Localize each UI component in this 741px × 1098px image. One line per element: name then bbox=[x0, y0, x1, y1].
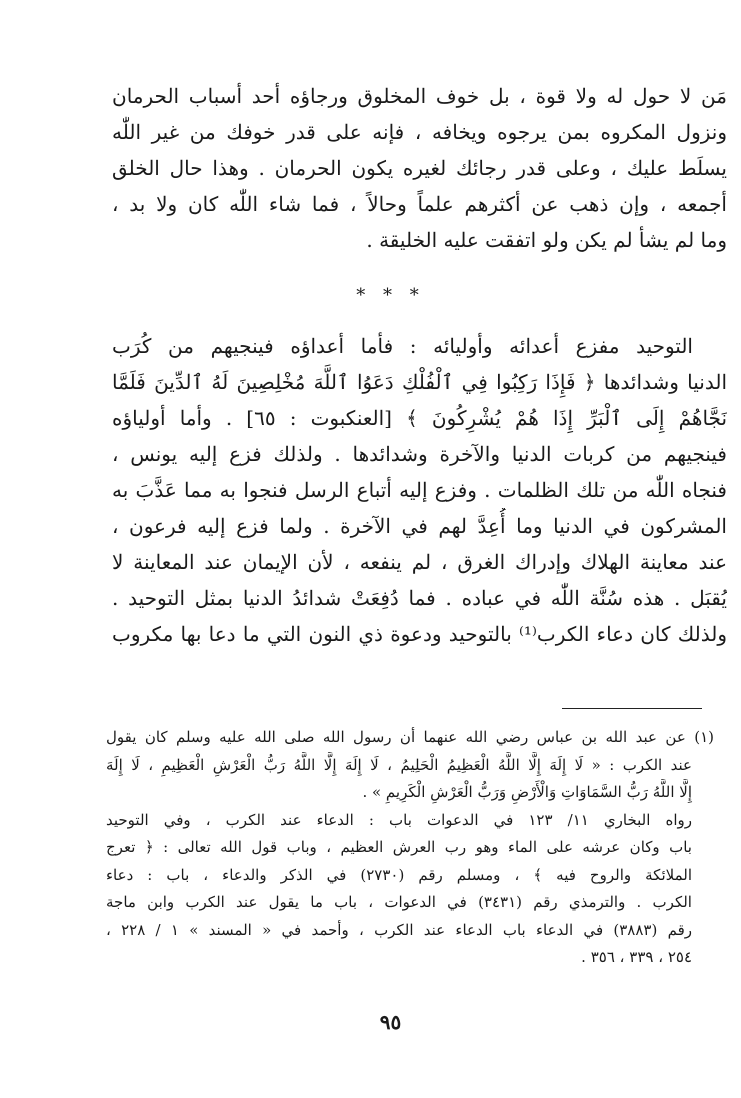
text-line: مَن لا حول له ولا قوة ، بل خوف المخلوق ورجاؤه أحد أسباب الحرمان bbox=[112, 84, 727, 108]
footnote-line: رقم (٣٨٨٣) في الدعاء باب الدعاء عند الكرب ، وأحمد في « المسند » ١ / ٢٢٨ ، bbox=[106, 920, 692, 939]
text-line: عند معاينة الهلاك وإدراك الغرق ، لم ينفعه ، لأن الإيمان عند المعاينة لا bbox=[112, 550, 727, 574]
text-line: التوحيد مفزع أعدائه وأوليائه : فأما أعداؤه فينجيهم من كُرَب bbox=[112, 334, 693, 358]
text-line: المشركون في الدنيا وما أُعِدَّ لهم في الآخرة . ولما فزع إليه فرعون ، bbox=[112, 514, 727, 538]
footnote-line: رواه البخاري ١١/ ١٢٣ في الدعوات باب : الدعاء عند الكرب ، وفي التوحيد bbox=[106, 810, 692, 829]
footnotes bbox=[106, 724, 714, 972]
page-number: ٩٥ bbox=[379, 1010, 402, 1034]
footnote-line: الكرب . والترمذي رقم (٣٤٣١) في الدعوات ، باب ما يقول عند الكرب وابن ماجة bbox=[106, 893, 692, 911]
text-line: وما لم يشأ لم يكن ولو اتفقت عليه الخليقة . bbox=[366, 228, 727, 252]
paragraph-2 bbox=[112, 328, 727, 652]
footnote-line: باب وكان عرشه على الماء وهو رب العرش العظيم ، وباب قول الله تعالى : ﴿ تعرج bbox=[106, 838, 692, 856]
text-line: الدنيا وشدائدها ﴿ فَإِذَا رَكِبُوا فِي ٱلْفُلْكِ دَعَوُا ٱللَّهَ مُخْلِصِينَ لَهُ ٱلدِّينَ فَلَمَّا bbox=[112, 370, 727, 394]
text-line: يُقبَل . هذه سُنَّة اللّٰه في عباده . فما دُفِعَتْ شدائدُ الدنيا بمثل التوحيد . bbox=[112, 586, 727, 610]
footnote-line: (١) عن عبد الله بن عباس رضي الله عنهما أن رسول الله صلى الله عليه وسلم كان يقول bbox=[106, 728, 714, 746]
footnote-line: عند الكرب : « لَا إِلَهَ إِلَّا اللَّهُ الْعَظِيمُ الْحَلِيمُ ، لَا إِلَهَ إِلَّا اللَّهُ رَبُّ الْعَرْشِ الْعَظِيمِ ، لَا إِلَهَ bbox=[106, 755, 692, 774]
text-line: يسلَط عليك ، وعلى قدر رجائك لغيره يكون الحرمان . وهذا حال الخلق bbox=[112, 156, 727, 180]
footnote-1 bbox=[106, 724, 714, 807]
text-line: فينجيهم من كربات الدنيا والآخرة وشدائدها . ولذلك فزع إليه يونس ، bbox=[112, 442, 727, 466]
footnote-reference bbox=[106, 807, 714, 972]
footnote-divider bbox=[562, 708, 702, 709]
text-line: ونزول المكروه بمن يرجوه ويخافه ، فإنه على قدر خوفك من غير اللّٰه bbox=[112, 120, 727, 144]
text-line: ولذلك كان دعاء الكرب⁽¹⁾ بالتوحيد ودعوة ذي النون التي ما دعا بها مكروب bbox=[112, 622, 727, 646]
footnote-line: ٢٥٤ ، ٣٣٩ ، ٣٥٦ . bbox=[581, 948, 692, 966]
paragraph-1 bbox=[112, 78, 727, 258]
text-line: نَجَّاهُمْ إِلَى ٱلْبَرِّ إِذَا هُمْ يُشْرِكُونَ ﴾ [العنكبوت : ٦٥] . وأما أولياؤه bbox=[112, 406, 727, 430]
footnote-line: الملائكة والروح فيه ﴾ ، ومسلم رقم (٢٧٣٠) في الذكر والدعاء ، باب : دعاء bbox=[106, 865, 692, 884]
text-line: فنجاه اللّٰه من تلك الظلمات . وفزع إليه أتباع الرسل فنجوا به مما عَذَّبَ به bbox=[112, 478, 727, 502]
footnote-line: إِلَّا اللَّهُ رَبُّ السَّمَاوَاتِ وَالْأَرْضِ وَرَبُّ الْعَرْشِ الْكَرِيمِ » . bbox=[362, 783, 692, 801]
text-line: أجمعه ، وإن ذهب عن أكثرهم علماً وحالاً ، فما شاء اللّٰه كان ولا بد ، bbox=[112, 192, 727, 216]
section-separator: * * * bbox=[356, 285, 425, 306]
